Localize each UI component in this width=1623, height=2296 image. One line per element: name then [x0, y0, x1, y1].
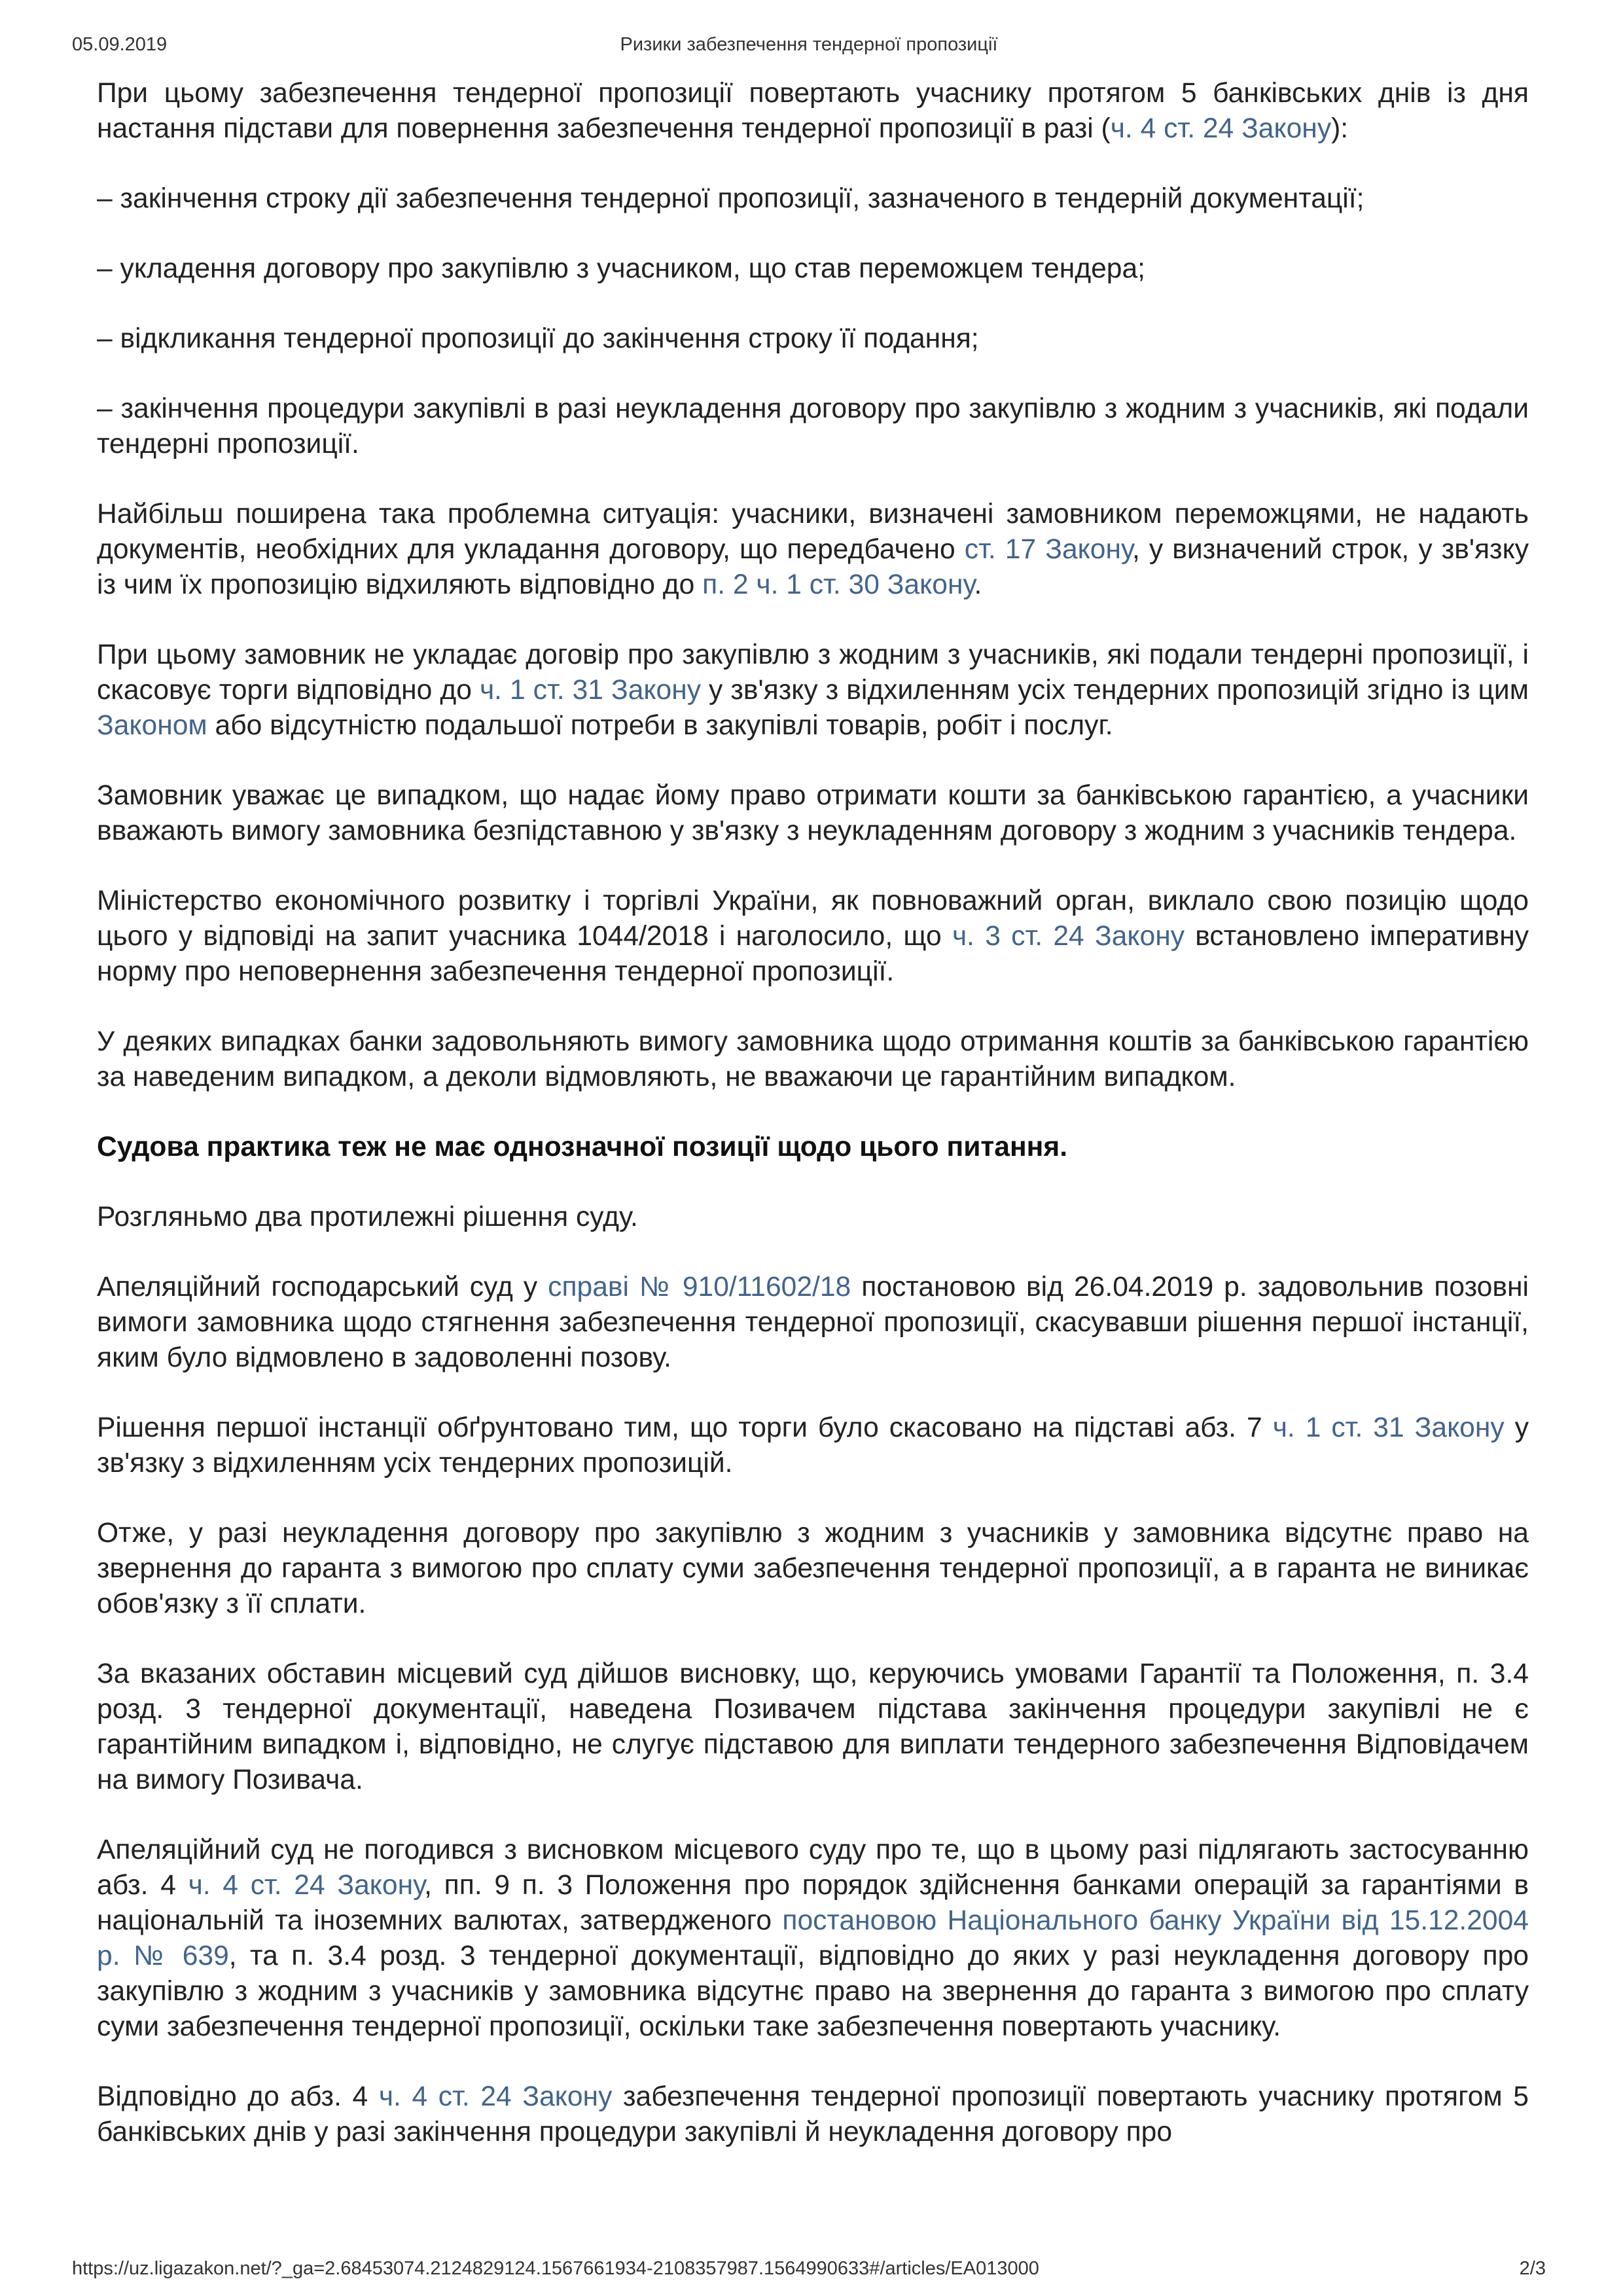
law-link[interactable]: ч. 1 ст. 31 Закону: [479, 674, 702, 706]
paragraph: Апеляційний суд не погодився з висновком місцевого суду про те, що в цьому разі підлягають застосуванню абз. 4 ч. 4 ст. 24 Закону, пп. 9 п. 3 Положення про порядок здійснення банками операцій за гарантіями в національній та іноземних валютах, затвердженого постановою Національного банку України від 15.12.2004 р. № 639, та п. 3.4 розд. 3 тендерної документації, відповідно до яких у разі неукладення договору про закупівлю з жодним з учасників у замовника відсутнє право на звернення до гаранта з вимогою про сплату суми забезпечення тендерної пропозиції, оскільки таке забезпечення повертають учаснику.: [97, 1834, 1529, 2042]
source-url: https://uz.ligazakon.net/?_ga=2.68453074.2124829124.1567661934-2108357987.1564990633#/articles/EA013000: [72, 2258, 1039, 2279]
paragraph: Розгляньмо два протилежні рішення суду.: [97, 1201, 638, 1232]
page-footer: [72, 2258, 1546, 2284]
section-heading: Судова практика теж не має однозначної позиції щодо цього питання.: [97, 1131, 1068, 1162]
list-item: – укладення договору про закупівлю з учасником, що став переможцем тендера;: [97, 253, 1145, 284]
paragraph: Рішення першої інстанції обґрунтовано тим, що торги було скасовано на підставі абз. 7 ч. 1 ст. 31 Закону у зв'язку з відхиленням усіх тендерних пропозицій.: [97, 1412, 1529, 1479]
case-link[interactable]: справі № 910/11602/18: [548, 1271, 851, 1302]
law-link[interactable]: ч. 4 ст. 24 Закону: [1110, 113, 1332, 144]
paragraph: Відповідно до абз. 4 ч. 4 ст. 24 Закону забезпечення тендерної пропозиції повертають учаснику протягом 5 банківських днів у разі закінчення процедури закупівлі й неукладення договору про: [97, 2081, 1529, 2147]
law-link[interactable]: ч. 1 ст. 31 Закону: [1272, 1412, 1505, 1443]
list-item: – закінчення строку дії забезпечення тендерної пропозиції, зазначеного в тендерній документації;: [97, 183, 1364, 214]
law-link[interactable]: Законом: [97, 709, 207, 741]
law-link[interactable]: ч. 4 ст. 24 Закону: [378, 2081, 613, 2112]
article-body: [97, 75, 1529, 2149]
print-date: 05.09.2019: [72, 34, 168, 55]
page-number: 2/3: [1519, 2258, 1546, 2279]
paragraph: Отже, у разі неукладення договору про закупівлю з жодним з учасників у замовника відсутнє право на звернення до гаранта з вимогою про сплату суми забезпечення тендерної пропозиції, а в гаранта не виникає обов'язку з її сплати.: [97, 1517, 1529, 1619]
list-item: – закінчення процедури закупівлі в разі неукладення договору про закупівлю з жодним з учасників, які подали тендерні пропозиції.: [97, 393, 1529, 459]
paragraph: У деяких випадках банки задовольняють вимогу замовника щодо отримання коштів за банківською гарантією за наведеним випадком, а деколи відмовляють, не вважаючи це гарантійним випадком.: [97, 1026, 1529, 1092]
paragraph: При цьому забезпечення тендерної пропозиції повертають учаснику протягом 5 банківських днів із дня настання підстави для повернення забезпечення тендерної пропозиції в разі (ч. 4 ст. 24 Закону):: [97, 77, 1529, 144]
law-link[interactable]: ст. 17 Закону: [964, 533, 1132, 565]
paragraph: За вказаних обставин місцевий суд дійшов висновку, що, керуючись умовами Гарантії та Положення, п. 3.4 розд. 3 тендерної документації, наведена Позивачем підстава закінчення процедури закупівлі не є гарантійним випадком і, відповідно, не слугує підставою для виплати тендерного забезпечення Відповідачем на вимогу Позивача.: [97, 1658, 1529, 1795]
page-header: [72, 34, 1546, 60]
resolution-link[interactable]: постановою Національного банку України від 15.12.2004 р. № 639: [97, 1905, 1529, 1971]
paragraph: При цьому замовник не укладає договір про закупівлю з жодним з учасників, які подали тендерні пропозиції, і скасовує торги відповідно до ч. 1 ст. 31 Закону у зв'язку з відхиленням усіх тендерних пропозицій згідно із цим Законом або відсутністю подальшої потреби в закупівлі товарів, робіт і послуг.: [97, 639, 1529, 741]
paragraph: Апеляційний господарський суд у справі № 910/11602/18 постановою від 26.04.2019 р. задовольнив позовні вимоги замовника щодо стягнення забезпечення тендерної пропозиції, скасувавши рішення першої інстанції, яким було відмовлено в задоволенні позову.: [97, 1271, 1529, 1373]
paragraph: Міністерство економічного розвитку і торгівлі України, як повноважний орган, виклало свою позицію щодо цього у відповіді на запит учасника 1044/2018 і наголосило, що ч. 3 ст. 24 Закону встановлено імперативну норму про неповернення забезпечення тендерної пропозиції.: [97, 885, 1529, 987]
paragraph: Замовник уважає це випадком, що надає йому право отримати кошти за банківською гарантією, а учасники вважають вимогу замовника безпідставною у зв'язку з неукладенням договору з жодним з учасників тендера.: [97, 780, 1529, 846]
law-link[interactable]: ч. 4 ст. 24 Закону: [188, 1869, 425, 1901]
law-link[interactable]: п. 2 ч. 1 ст. 30 Закону: [702, 569, 974, 600]
page-title: Ризики забезпечення тендерної пропозиції: [620, 34, 998, 55]
law-link[interactable]: ч. 3 ст. 24 Закону: [952, 920, 1185, 952]
list-item: – відкликання тендерної пропозиції до закінчення строку її подання;: [97, 323, 979, 354]
paragraph: Найбільш поширена така проблемна ситуація: учасники, визначені замовником переможцями, не надають документів, необхідних для укладання договору, що передбачено ст. 17 Закону, у визначений строк, у зв'язку із чим їх пропозицію відхиляють відповідно до п. 2 ч. 1 ст. 30 Закону.: [97, 498, 1529, 600]
